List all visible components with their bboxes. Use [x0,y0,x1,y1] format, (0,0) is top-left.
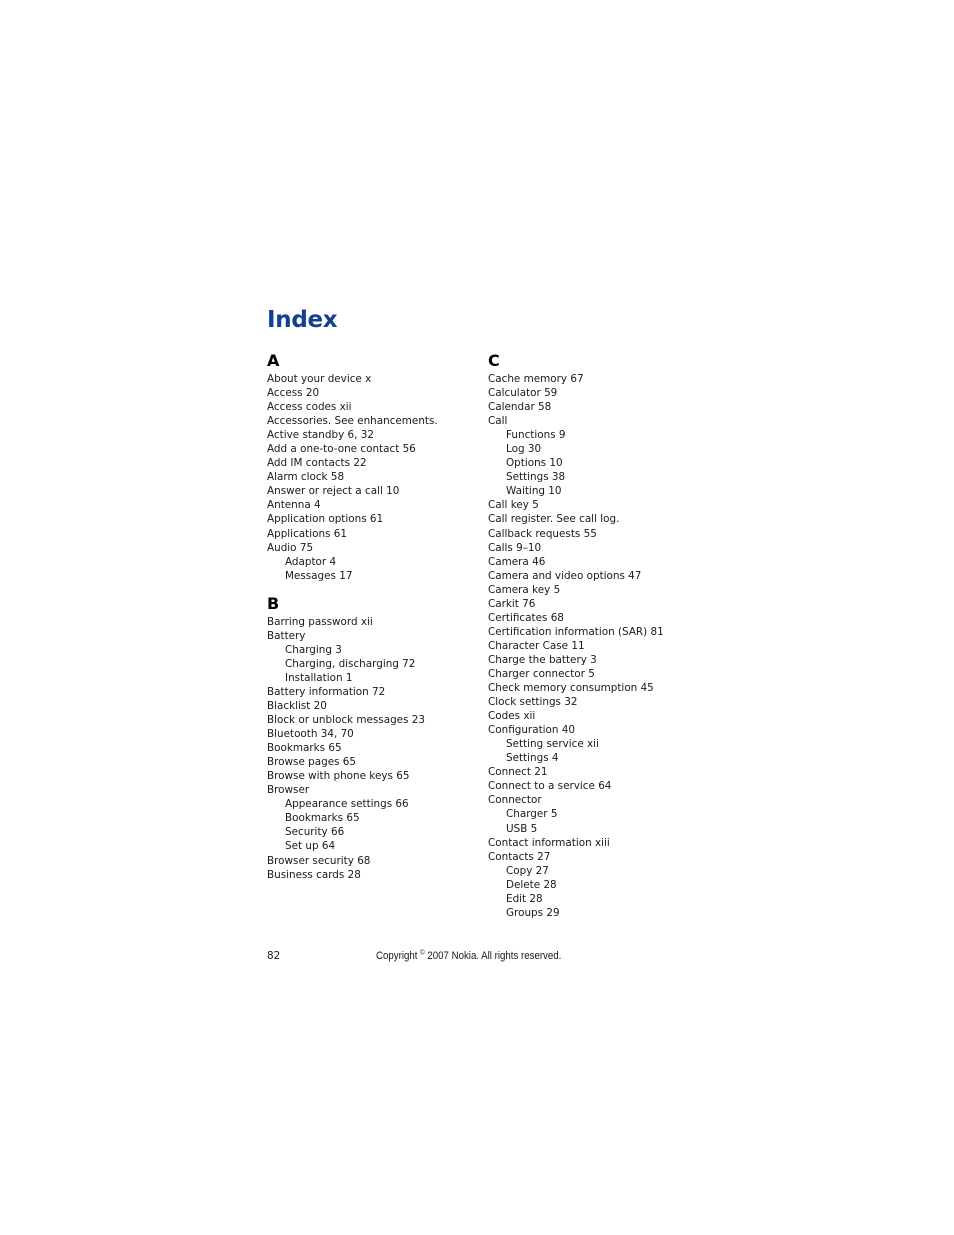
index-entry: Add a one-to-one contact 56 [267,443,416,456]
index-subentry: Waiting 10 [506,485,562,498]
index-entry: Charge the battery 3 [488,653,597,666]
index-subentry: Settings 4 [506,752,559,765]
index-subentry: Installation 1 [285,671,353,684]
index-section [267,350,477,583]
index-entry: Answer or reject a call 10 [267,485,400,498]
index-subentry: Messages 17 [285,569,353,582]
index-entry: Certification information (SAR) 81 [488,625,664,638]
copyright-notice [376,948,561,964]
index-entry: Clock settings 32 [488,696,578,709]
index-entry: Battery [267,629,306,642]
index-entry: Call register. See call log. [488,513,620,526]
index-entry: Add IM contacts 22 [267,457,367,470]
index-subentry: Log 30 [506,443,542,456]
index-entry: Barring password xii [267,615,373,628]
index-entry: Camera key 5 [488,583,561,596]
index-entry: Alarm clock 58 [267,471,345,484]
index-subentry: Bookmarks 65 [285,812,360,825]
index-subentry: Appearance settings 66 [285,798,409,811]
index-entry: Browser security 68 [267,854,371,867]
index-entry: Configuration 40 [488,724,575,737]
index-entry: Call key 5 [488,499,539,512]
index-subentry: Delete 28 [506,878,557,891]
index-entry: Applications 61 [267,527,347,540]
index-entry: Accessories. See enhancements. [267,415,438,428]
index-column-left [267,350,477,882]
index-entry: Cache memory 67 [488,373,584,385]
index-entry: Contact information xiii [488,836,610,849]
index-entry: Certificates 68 [488,611,564,624]
index-entry: Calculator 59 [488,387,558,400]
index-entry: Browse with phone keys 65 [267,770,410,783]
index-entry: Callback requests 55 [488,527,597,540]
index-subentry: Groups 29 [506,906,560,919]
index-entry: About your device x [267,373,372,385]
index-entry: Calls 9–10 [488,541,542,554]
index-section [488,350,718,920]
index-subentry: Security 66 [285,826,345,839]
index-entry: Call [488,415,508,428]
index-entry: Camera 46 [488,555,546,568]
index-entry: Battery information 72 [267,685,386,698]
index-subentry: Options 10 [506,457,563,470]
index-entry: Business cards 28 [267,868,361,881]
index-subentry: Set up 64 [285,840,336,853]
index-subentry: Charging 3 [285,643,342,656]
index-entry: Active standby 6, 32 [267,429,374,442]
section-letter: A [267,351,280,370]
copyright-suffix: 2007 Nokia. All rights reserved. [427,950,562,962]
index-entry: Codes xii [488,710,536,723]
page-title: Index [267,307,338,334]
index-subentry: Functions 9 [506,429,566,442]
index-entry: Block or unblock messages 23 [267,714,426,727]
index-entry: Blacklist 20 [267,699,327,712]
index-entry: Connect to a service 64 [488,780,612,793]
index-column-right [488,350,718,920]
index-entry: Connector [488,794,542,807]
index-subentry: Settings 38 [506,471,566,484]
index-section [267,593,477,882]
index-entry: Charger connector 5 [488,667,595,680]
index-entry: Connect 21 [488,766,548,779]
index-entry: Browse pages 65 [267,756,357,769]
index-subentry: Edit 28 [506,892,543,905]
index-entry: Antenna 4 [267,499,321,512]
copyright-symbol: © [420,949,425,957]
index-subentry: Charger 5 [506,808,558,821]
index-subentry: USB 5 [506,822,538,835]
index-entry: Browser [267,784,310,797]
page-number: 82 [267,950,281,962]
index-entry: Access codes xii [267,401,352,414]
index-entry: Bookmarks 65 [267,742,342,755]
page-footer [267,948,687,964]
index-subentry: Charging, discharging 72 [285,657,416,670]
index-entry: Bluetooth 34, 70 [267,728,354,741]
index-entry: Audio 75 [267,541,314,554]
index-entry: Carkit 76 [488,597,536,610]
index-subentry: Copy 27 [506,864,549,877]
index-entry: Calendar 58 [488,401,552,414]
index-entry: Contacts 27 [488,850,551,863]
section-letter: C [488,351,500,370]
index-entry: Camera and video options 47 [488,569,642,582]
index-entry: Access 20 [267,387,320,400]
index-entry: Application options 61 [267,513,384,526]
index-subentry: Adaptor 4 [285,555,337,568]
index-entry: Check memory consumption 45 [488,682,654,695]
index-entry: Character Case 11 [488,639,585,652]
section-letter: B [267,593,280,613]
copyright-prefix: Copyright [376,950,418,962]
index-subentry: Setting service xii [506,738,599,751]
